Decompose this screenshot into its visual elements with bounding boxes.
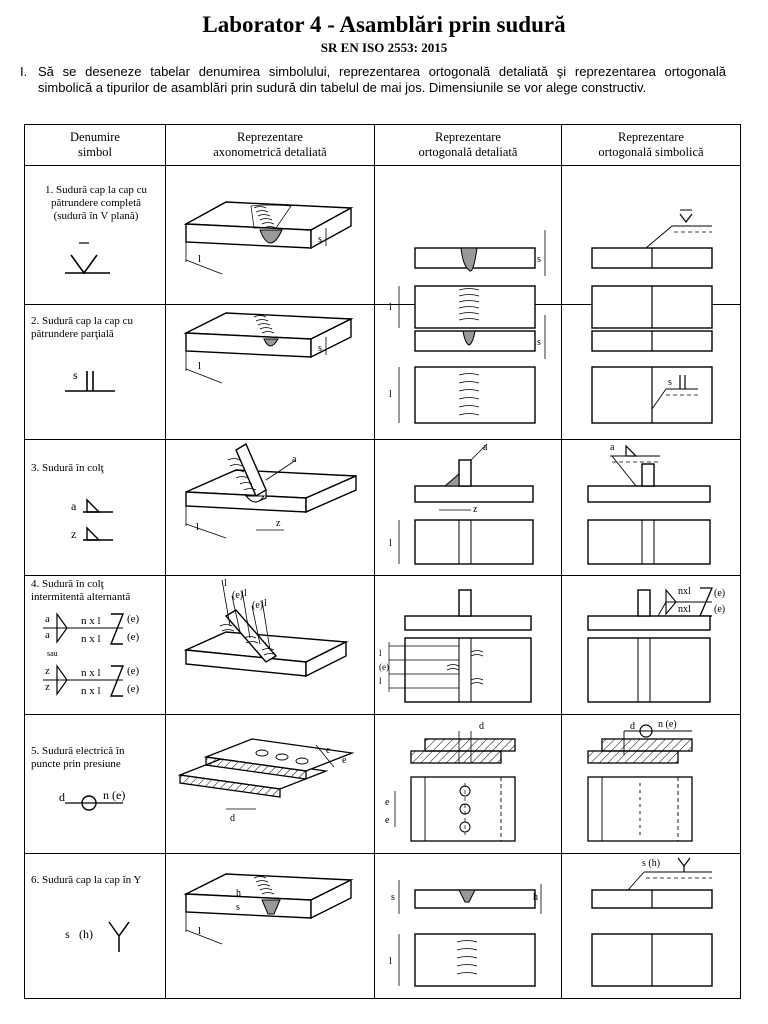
orthogonal-symbolic-cell — [562, 715, 741, 854]
axonometric-intermittent-weld — [166, 576, 375, 714]
row-6-name: 6. Sudură cap la cap în Y — [31, 874, 142, 886]
standard-reference: SR EN ISO 2553: 2015 — [320, 40, 448, 55]
table-row — [25, 440, 741, 576]
task-instruction — [20, 64, 726, 96]
intermittent-weld-symbol — [43, 610, 161, 710]
svg-text:z: z — [45, 681, 50, 693]
svg-text:n x l: n x l — [81, 633, 101, 645]
orthogonal-fillet-weld — [375, 440, 562, 575]
svg-text:(e): (e) — [127, 683, 140, 695]
svg-text:z: z — [473, 504, 478, 515]
svg-text:d: d — [479, 721, 484, 732]
svg-text:s: s — [537, 337, 541, 348]
v-groove-symbol — [65, 241, 125, 281]
orthogonal-symbolic-cell — [562, 854, 741, 999]
partial-penetration-symbol — [65, 363, 135, 403]
axonometric-fillet-weld — [166, 440, 375, 575]
orthogonal-detail-cell — [375, 576, 562, 715]
orthogonal-spot-weld — [375, 715, 562, 853]
svg-text:s: s — [537, 254, 541, 265]
svg-text:l: l — [389, 389, 392, 400]
svg-text:s: s — [668, 377, 672, 388]
svg-text:l: l — [244, 588, 247, 599]
row-2-name: 2. Sudură cap la cap cu pătrundere parţială — [31, 315, 134, 340]
svg-text:(e): (e) — [714, 604, 726, 615]
svg-text:a: a — [45, 629, 50, 641]
row-name-cell — [25, 440, 166, 576]
svg-text:s: s — [318, 343, 322, 354]
orthogonal-detail-cell — [375, 166, 562, 313]
svg-text:a: a — [292, 454, 297, 465]
axonometric-y-weld — [166, 854, 375, 998]
page-title: Laborator 4 - Asamblări prin sudură — [202, 12, 566, 37]
axonometric-spot-weld — [166, 715, 375, 853]
svg-text:a: a — [45, 613, 50, 625]
axonometric-drawing-cell — [166, 854, 375, 999]
svg-text:n (e): n (e) — [103, 788, 126, 802]
symbolic-intermittent-weld — [562, 576, 741, 714]
header-axonometric: Reprezentare axonometrică detaliată — [166, 125, 375, 166]
table-row — [25, 715, 741, 854]
svg-text:(e): (e) — [127, 665, 140, 677]
axonometric-drawing-cell — [166, 715, 375, 854]
svg-text:h: h — [533, 892, 538, 903]
svg-text:s: s — [391, 892, 395, 903]
svg-text:s: s — [236, 902, 240, 913]
svg-text:(h): (h) — [79, 927, 93, 941]
symbolic-fillet-weld — [562, 440, 741, 575]
svg-text:n x l: n x l — [81, 615, 101, 627]
svg-text:d: d — [630, 721, 635, 732]
svg-text:e: e — [326, 745, 331, 756]
header-ortogonal-detaliat: Reprezentare ortogonală detaliată — [375, 125, 562, 166]
svg-text:d: d — [230, 813, 235, 824]
symbolic-spot-weld — [562, 715, 741, 853]
orthogonal-detail-cell — [375, 854, 562, 999]
row-name-cell — [25, 166, 166, 305]
task-number: I. — [20, 64, 28, 79]
svg-text:z: z — [45, 665, 50, 677]
orthogonal-butt-weld — [375, 166, 562, 313]
axonometric-drawing-cell — [166, 576, 375, 715]
orthogonal-intermittent-weld — [375, 576, 562, 714]
svg-text:e: e — [385, 815, 390, 826]
svg-text:s (h): s (h) — [642, 858, 661, 869]
axonometric-partial-weld — [166, 305, 375, 439]
svg-text:n (e): n (e) — [658, 719, 677, 730]
orthogonal-symbolic-cell — [562, 166, 741, 305]
row-5-name: 5. Sudură electrică în puncte prin presiune — [31, 745, 125, 770]
svg-text:(e): (e) — [127, 631, 140, 643]
svg-text:l: l — [389, 956, 392, 967]
header-ortogonal-simbolic: Reprezentare ortogonală simbolică — [562, 125, 741, 166]
svg-text:h: h — [236, 888, 241, 899]
svg-text:(e): (e) — [379, 662, 389, 672]
row-name-cell — [25, 576, 166, 715]
svg-text:l: l — [198, 925, 202, 937]
dim-s: s — [318, 234, 322, 245]
svg-text:z: z — [276, 518, 281, 529]
row-name-cell — [25, 305, 166, 440]
svg-text:l: l — [389, 538, 392, 549]
svg-text:n x l: n x l — [81, 667, 101, 679]
svg-text:l: l — [264, 598, 267, 609]
svg-text:l: l — [389, 302, 392, 313]
svg-text:l: l — [379, 676, 382, 686]
axonometric-drawing-cell — [166, 305, 375, 440]
svg-text:e: e — [385, 797, 390, 808]
orthogonal-symbolic-cell — [562, 440, 741, 576]
axonometric-drawing-cell — [166, 166, 375, 305]
table-row — [25, 166, 741, 305]
weld-symbol-table — [24, 124, 741, 999]
orthogonal-detail-cell — [375, 715, 562, 854]
table-header-row — [25, 125, 741, 166]
svg-text:(e): (e) — [127, 613, 140, 625]
orthogonal-y-weld — [375, 854, 562, 998]
svg-text:e: e — [342, 755, 347, 766]
svg-text:sau: sau — [47, 649, 58, 658]
task-text: Să se deseneze tabelar denumirea simbolului, reprezentarea ortogonală detaliată şi reprezentarea ortogonală simbolică a tipurilor de asamblări prin sudură din tabelul de mai jos. Dimensiunile se vor alege constructiv. — [38, 64, 726, 95]
symbolic-butt-weld — [562, 166, 741, 304]
row-4-name: 4. Sudură în colţ intermitentă alternantă — [31, 578, 131, 603]
svg-text:nxl: nxl — [678, 586, 691, 597]
table-row — [25, 854, 741, 999]
svg-text:nxl: nxl — [678, 604, 691, 615]
svg-text:d: d — [59, 790, 65, 804]
row-1-name: 1. Sudură cap la cap cu pătrundere completă (sudură în V plană) — [44, 184, 147, 222]
table-row — [25, 576, 741, 715]
dim-l: l — [198, 253, 202, 265]
svg-text:z: z — [71, 527, 77, 541]
svg-text:(e): (e) — [232, 590, 244, 601]
svg-text:l: l — [224, 578, 227, 589]
svg-text:s: s — [73, 368, 78, 382]
svg-text:a: a — [610, 442, 615, 453]
axonometric-butt-weld — [166, 166, 375, 304]
header-denumire: Denumire simbol — [25, 125, 166, 166]
svg-text:(e): (e) — [714, 588, 726, 599]
row-name-cell — [25, 715, 166, 854]
svg-text:l: l — [379, 648, 382, 658]
row-name-cell — [25, 854, 166, 999]
svg-text:l: l — [196, 521, 200, 533]
svg-text:a: a — [483, 442, 488, 453]
svg-text:s: s — [65, 927, 70, 941]
svg-text:(e): (e) — [252, 600, 264, 611]
y-butt-weld-symbol — [61, 918, 151, 962]
orthogonal-detail-cell — [375, 440, 562, 576]
fillet-weld-symbols — [69, 494, 139, 550]
symbolic-y-weld — [562, 854, 741, 998]
axonometric-drawing-cell — [166, 440, 375, 576]
svg-text:l: l — [198, 360, 202, 372]
spot-weld-symbol — [55, 787, 155, 827]
svg-text:n x l: n x l — [81, 685, 101, 697]
svg-text:a: a — [71, 499, 77, 513]
orthogonal-symbolic-cell — [562, 576, 741, 715]
row-3-name: 3. Sudură în colţ — [31, 462, 104, 474]
